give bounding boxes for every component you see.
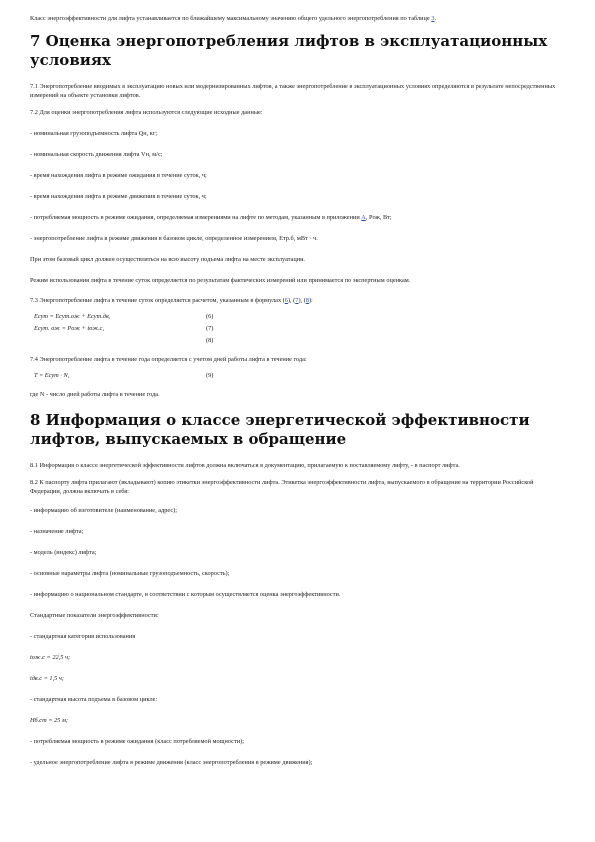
list-item: - модель (индекс) лифта; — [30, 549, 97, 556]
standard-value: Hб.ст = 25 м; — [30, 717, 69, 724]
list-item: - удельное энергопотребление лифта в режиме движения (класс энергопотребления в режиме движения); — [30, 759, 313, 766]
paragraph-where: где N - число дней работы лифта в течение года. — [30, 391, 160, 398]
formula-row — [30, 323, 565, 335]
list-item — [30, 213, 565, 222]
list-item-text: - потребляемая мощность в режиме ожидания, определяемая измерениями на лифте по методам, указанным в приложении — [30, 214, 360, 221]
formula-expression: Eсут = Eсут.ож + Eсут.дв, — [34, 313, 111, 320]
paragraph-text: ), ( — [298, 297, 306, 304]
intro-paragraph — [30, 14, 565, 23]
paragraph-text: ): — [308, 297, 313, 304]
list-item: - потребляемая мощность в режиме ожидания (класс потребляемой мощности); — [30, 738, 244, 745]
list-item: - основные параметры лифта (номинальные грузоподъемность, скорость); — [30, 570, 230, 577]
paragraph-7-3 — [30, 296, 565, 305]
list-item: - номинальная скорость движения лифта Vн, м/с; — [30, 151, 163, 158]
standard-value: tдв.с = 1,5 ч; — [30, 675, 64, 682]
formula-expression: Eсут. ож = Pож + tож.с, — [34, 325, 105, 332]
list-item: - информацию об изготовителе (наименование, адрес); — [30, 507, 177, 514]
paragraph-text: 7.3 Энергопотребление лифта в течение суток определяется расчетом, указанным в формулах ( — [30, 297, 285, 304]
formula-row — [30, 370, 565, 382]
paragraph-8-1: 8.1 Информация о классе энергетической эффективности лифтов должна включаться в документацию, прилагаемую к поставляемому лифту, - в паспорт лифта. — [30, 462, 460, 469]
section-7-heading: 7 Оценка энергопотребления лифтов в эксплуатационных условиях — [30, 32, 548, 69]
list-item: - информацию о национальном стандарте, в соответствии с которым осуществляется оценка энергоэффективности. — [30, 591, 341, 598]
list-item: - время нахождения лифта в режиме ожидания в течение суток, ч; — [30, 172, 207, 179]
paragraph-8-2: 8.2 К паспорту лифта прилагают (вкладывают) копию этикетки энергоэффективности лифта. Этикетка энергоэффективности лифта, выпускаемого в обращение на территории Российской Федерации, должна включать в себя: — [30, 479, 534, 495]
list-item: - время нахождения лифта в режиме движения в течение суток, ч; — [30, 193, 207, 200]
paragraph-mode: Режим использования лифта в течение суток определяется по результатам фактических измерений или принимается по экспертным оценкам. — [30, 277, 411, 284]
formula-row — [30, 311, 565, 323]
formula-6-link[interactable]: 6 — [284, 297, 288, 304]
paragraph-7-2: 7.2 Для оценки энергопотребления лифта используются следующие исходные данные: — [30, 109, 263, 116]
table-3-link[interactable]: 3 — [431, 15, 435, 22]
intro-text: Класс энергоэффективности для лифта устанавливается по ближайшему максимальному значению общего удельного энергопотребления по таблице — [30, 15, 430, 22]
standard-value: tож.с = 22,5 ч; — [30, 654, 71, 661]
formula-expression — [34, 335, 206, 347]
list-item-text: , Pож, Вт; — [365, 214, 392, 221]
formula-row — [30, 335, 565, 347]
formula-expression: T = Eсут · N, — [34, 372, 70, 379]
paragraph-7-1: 7.1 Энергопотребление вводимых в эксплуатацию новых или модернизированных лифтов, а также энергопотребление в эксплуатационных условиях определяются в результате непосредственных измерений на объекте установки лифтов. — [30, 83, 556, 99]
formula-number: (9) — [206, 372, 214, 379]
paragraph-standard: Стандартные показатели энергоэффективности: — [30, 612, 159, 619]
formula-number: (6) — [206, 313, 214, 320]
list-item: - стандартная категория использования — [30, 633, 136, 640]
formula-number: (7) — [206, 325, 214, 332]
formula-7-link[interactable]: 7 — [295, 297, 299, 304]
intro-end: . — [434, 15, 437, 22]
list-item: - номинальная грузоподъемность лифта Qн, кг; — [30, 130, 158, 137]
section-8-heading: 8 Информация о классе энергетической эффективности лифтов, выпускаемых в обращение — [30, 411, 530, 448]
formula-number: (8) — [206, 337, 214, 344]
paragraph-text: ), ( — [287, 297, 296, 304]
list-item: - назначение лифта; — [30, 528, 84, 535]
list-item: - стандартная высота подъема в базовом цикле: — [30, 696, 158, 703]
appendix-a-link[interactable]: А — [361, 214, 366, 221]
paragraph-cycle: При этом базовый цикл должен осуществляться на всю высоту подъема лифта на месте эксплуатации. — [30, 256, 306, 263]
list-item: - энергопотребление лифта в режиме движения в базовом цикле, определенное измерением, Eтр.б, мВт · ч. — [30, 235, 318, 242]
paragraph-7-4: 7.4 Энергопотребление лифта в течение года определяется с учетом дней работы лифта в течение года: — [30, 356, 307, 363]
formula-8-link[interactable]: 8 — [305, 297, 309, 304]
